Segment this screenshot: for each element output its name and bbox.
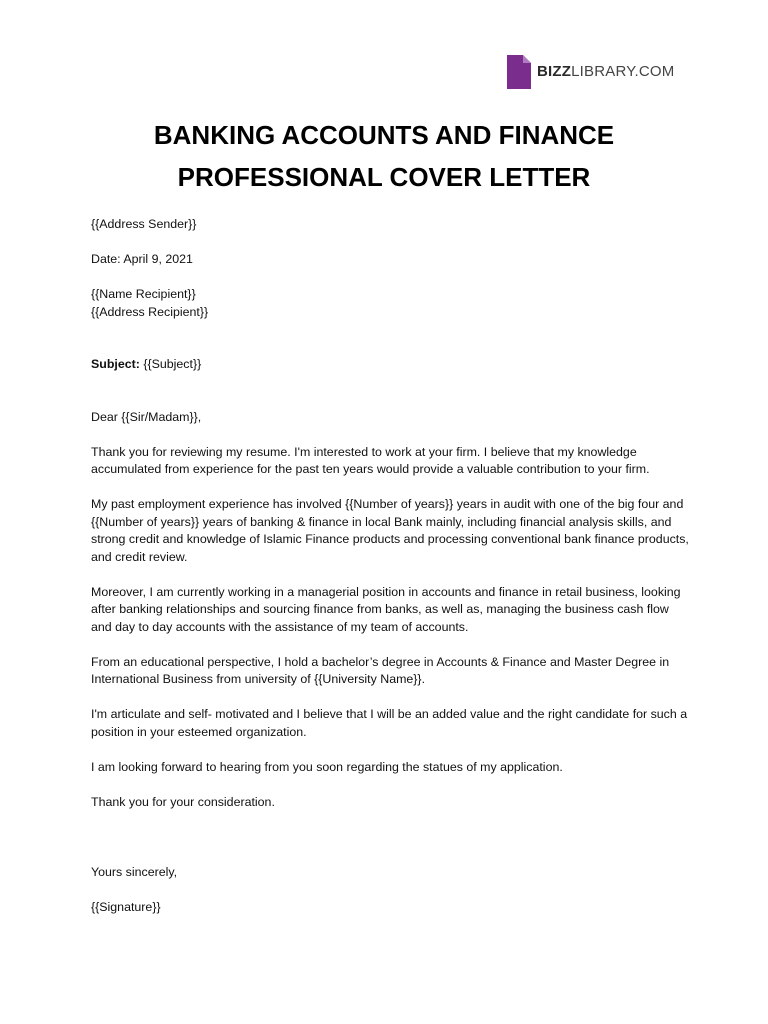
subject-label: Subject: — [91, 357, 140, 371]
subject-value: {{Subject}} — [139, 357, 202, 371]
name-recipient: {{Name Recipient}} — [91, 287, 196, 301]
title-line-2: PROFESSIONAL COVER LETTER — [177, 162, 591, 192]
paragraph-intro: Thank you for reviewing my resume. I'm interested to work at your firm. I believe that my knowledge accumulated from experience for the past ten years would provide a valuable contribution to your firm. — [91, 444, 650, 476]
paragraph-thanks: Thank you for your consideration. — [91, 794, 275, 809]
paragraph-qualities: I'm articulate and self- motivated and I believe that I will be an added value and the right candidate for such a position in your esteemed organization. — [91, 707, 688, 739]
salutation: Dear {{Sir/Madam}}, — [91, 409, 202, 424]
page-title — [0, 114, 768, 198]
address-recipient: {{Address Recipient}} — [91, 304, 209, 319]
paragraph-experience: My past employment experience has involved {{Number of years}} years in audit with one of the big four and {{Number of years}} years of banking & finance in local Bank mainly, including financial analysis skills, and strong credit and knowledge of Islamic Finance products and processing conventional bank finance products, and credit review. — [91, 497, 689, 564]
paragraph-follow-up: I am looking forward to hearing from you soon regarding the statues of my application. — [91, 759, 563, 774]
logo-wordmark-bold: BIZZ — [537, 63, 572, 80]
logo-wordmark-rest: LIBRARY.COM — [571, 63, 675, 80]
closing: Yours sincerely, — [91, 864, 178, 879]
paragraph-current-role: Moreover, I am currently working in a managerial position in accounts and finance in retail business, looking after banking relationships and sourcing finance from banks, as well as, managing the business cash flow and day to day accounts with the assistance of my team of accounts. — [91, 584, 681, 634]
title-line-1: BANKING ACCOUNTS AND FINANCE — [153, 120, 615, 150]
bizzlibrary-logo — [507, 55, 675, 89]
paragraph-education: From an educational perspective, I hold a bachelor’s degree in Accounts & Finance and Master Degree in International Business from university of {{University Name}}. — [91, 654, 670, 686]
subject-line — [91, 356, 691, 374]
signature: {{Signature}} — [91, 899, 161, 914]
address-sender: {{Address Sender}} — [91, 217, 197, 231]
letter-date: Date: April 9, 2021 — [91, 252, 193, 266]
letter-body — [91, 216, 691, 916]
document-logo-icon — [507, 55, 531, 89]
logo-wordmark — [537, 55, 675, 89]
